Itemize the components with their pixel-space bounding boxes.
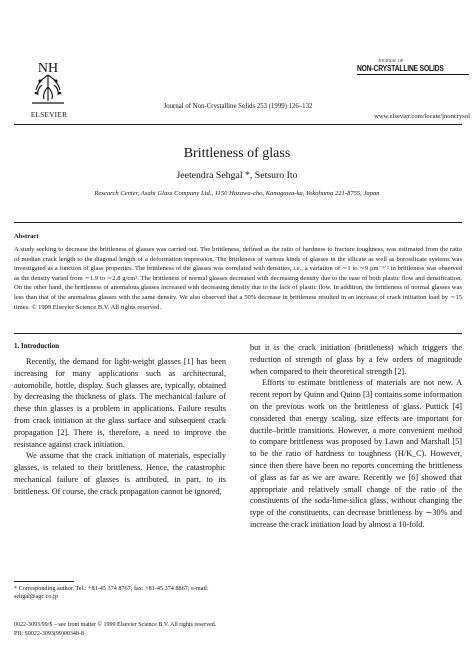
elsevier-tree-logo-icon: [22, 57, 74, 109]
abstract-bottom-divider: [14, 333, 462, 334]
abstract-text: A study seeking to decrease the brittleness of glasses was carried out. The brittleness, defined as the ratio of hardness to fracture toughness, was estimated from the ratio of median crack length to the diagonal length of a deformation impression. The brittleness of various kinds of glasses in the silicate as well as borosilicate systems was investigated as a function of glass properties. The brittleness of the glasses was correlated with densities, i.e., a variation of ∼1 to ∼9 μm⁻¹ᐟ² in brittleness was observed as the density varied from ∼1.9 to ∼2.8 g/cm³. The brittleness of normal glasses decreased with decreasing density due to the ease of both plastic flow and densification. On the other hand, the brittleness of anomalous glasses increased with decreasing density due to the lack of plastic flow. In addition, the brittleness of normal glasses was less than that of the anomalous glasses with the same density. We also observed that a 50% decrease in brittleness resulted in an increase of crack initiation load by ∼15 times. © 1999 Elsevier Science B.V. All rights reserved.: [14, 246, 462, 311]
journal-url-link[interactable]: www.elsevier.com/locate/jnoncrysol: [374, 113, 470, 120]
journal-logo-small: JOURNAL OF: [378, 58, 404, 63]
article-title: Brittleness of glass: [183, 146, 291, 161]
journal-logo-rule: [357, 74, 469, 75]
journal-citation: Journal of Non-Crystalline Solids 253 (1999) 126–132: [163, 103, 313, 110]
abstract-top-divider: [14, 222, 462, 223]
header-divider: [14, 124, 462, 125]
abstract-heading: Abstract: [14, 233, 39, 240]
article-authors: Jeetendra Sehgal *, Setsuro Ito: [176, 170, 298, 181]
pii-line: PII: S0022-3093(99)00348-8: [14, 630, 84, 637]
left-column: [14, 356, 226, 498]
right-column: [250, 342, 462, 531]
paragraph: Recently, the demand for light-weight glasses [1] has been increasing for many applications such as architectural, automobile, bottle, display. Such glasses are, typically, obtained by decreasing the thickness of glass. The mechanical failure of these thin glasses is a problem in applications. Failure results from crack initiation at the glass surface and subsequent crack propagation [2]. There is, therefore, a need to improve the resistance against crack initiation.: [14, 357, 226, 449]
publisher-name: ELSEVIER: [30, 111, 68, 119]
svg-text:NH: NH: [37, 61, 59, 76]
footnote-rule: [14, 581, 74, 582]
author-affiliation: Research Center, Asahi Glass Company Ltd., 1150 Hazawa-cho, Kanagawa-ku, Yokohama 221-8755, Japan: [94, 190, 380, 197]
paragraph: We assume that the crack initiation of materials, especially glasses, is related to their brittleness. Hence, the catastrophic mechanical failure of glasses is attributed, in part, to its brittleness. Of course, the crack propagation cannot be ignored,: [14, 451, 226, 496]
journal-logo-title: NON-CRYSTALLINE SOLIDS: [357, 63, 444, 73]
corresponding-author-footnote: * Corresponding author. Tel.: +81-45 374 8767; fax: +81-45 374 8867; e-mail: sehgal@agc.co.jp: [14, 585, 209, 600]
copyright-block: [14, 621, 374, 638]
paragraph: but it is the crack initiation (brittleness) which triggers the reduction of strength of glass by a few orders of magnitude when compared to their theoretical strength [2].: [250, 343, 462, 376]
section-heading: 1. Introduction: [14, 342, 59, 350]
copyright-line: 0022-3093/99/$ – see front matter © 1999 Elsevier Science B.V. All rights reserved.: [14, 622, 217, 628]
paragraph: Efforts to estimate brittleness of materials are not new. A recent report by Quinn and Quinn [3] contains some information on the previous work on the brittleness of glass. Puttick [4] considered that energy scaling, size effects are important for ductile–brittle transitions. However, a more convenient method to compare brittleness was proposed by Lawn and Marshall [5] to be the ratio of hardness to toughness (H/K_C). However, since then there have been no reports concerning the brittleness of glass as far as we are aware. Recently we [6] showed that appropriate and relatively small change of the ratio of the constituents of the soda-lime-silica glass, without changing the type of the constituents, can decrease brittleness by ∼30% and increase the crack initiation load by almost a 10-fold.: [250, 378, 462, 529]
